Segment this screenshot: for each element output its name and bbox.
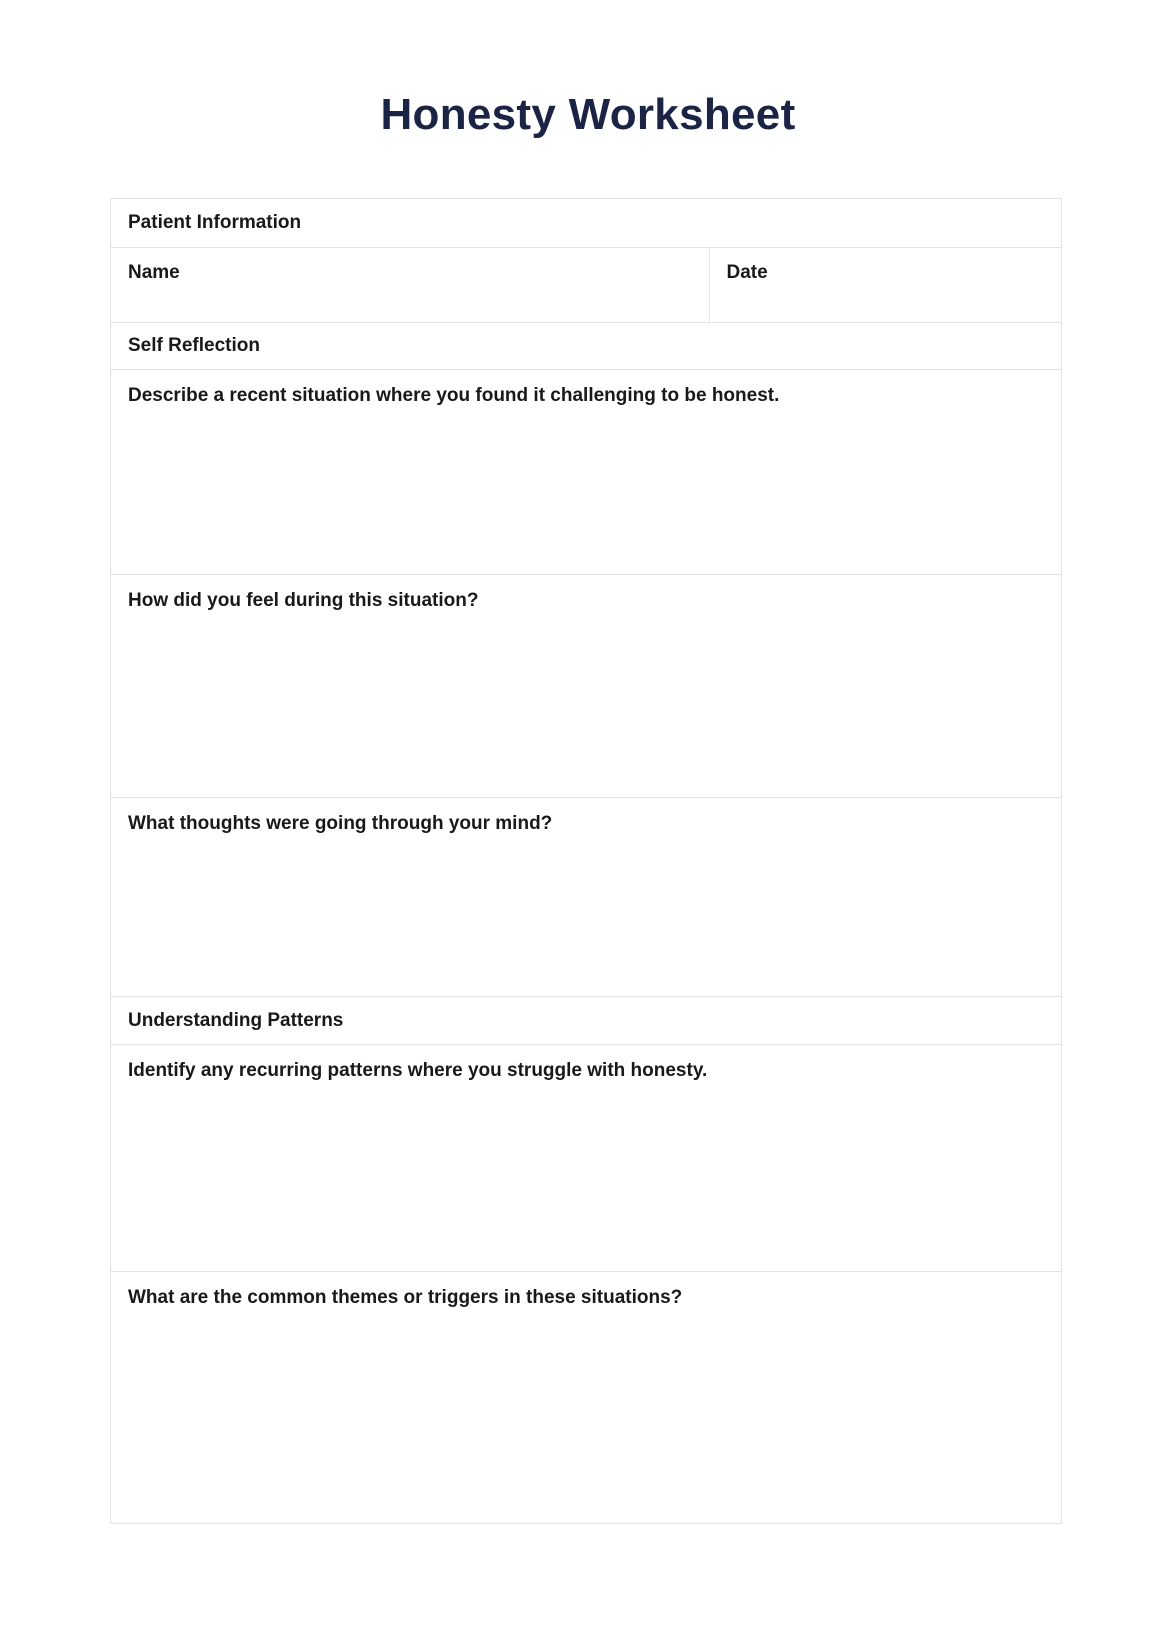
section-header-label: Patient Information	[128, 212, 302, 233]
name-field-area[interactable]	[111, 248, 710, 322]
date-field-area[interactable]	[710, 248, 1062, 322]
date-label: Date	[726, 262, 768, 283]
section-header-patient-information	[111, 199, 1061, 248]
answer-area[interactable]	[111, 1084, 1061, 1271]
question-label: What thoughts were going through your mind?	[128, 813, 553, 834]
question-row	[111, 370, 1061, 575]
section-header-label: Self Reflection	[128, 335, 260, 356]
page-title: Honesty Worksheet	[380, 90, 796, 139]
question-row	[111, 1272, 1061, 1523]
name-label: Name	[128, 262, 180, 283]
question-row	[111, 798, 1061, 997]
question-row	[111, 1045, 1061, 1272]
section-header-label: Understanding Patterns	[128, 1009, 344, 1031]
answer-area[interactable]	[111, 1311, 1061, 1523]
question-label: What are the common themes or triggers in these situations?	[128, 1287, 683, 1308]
section-header-understanding-patterns	[111, 997, 1061, 1045]
question-label: How did you feel during this situation?	[128, 590, 479, 611]
section-header-self-reflection	[111, 323, 1061, 370]
answer-area[interactable]	[111, 409, 1061, 574]
worksheet-table	[110, 198, 1062, 1524]
question-label: Describe a recent situation where you found it challenging to be honest.	[128, 385, 780, 406]
question-label: Identify any recurring patterns where you struggle with honesty.	[128, 1060, 708, 1081]
name-date-row	[111, 248, 1061, 323]
answer-area[interactable]	[111, 837, 1061, 996]
question-row	[111, 575, 1061, 798]
answer-area[interactable]	[111, 614, 1061, 797]
